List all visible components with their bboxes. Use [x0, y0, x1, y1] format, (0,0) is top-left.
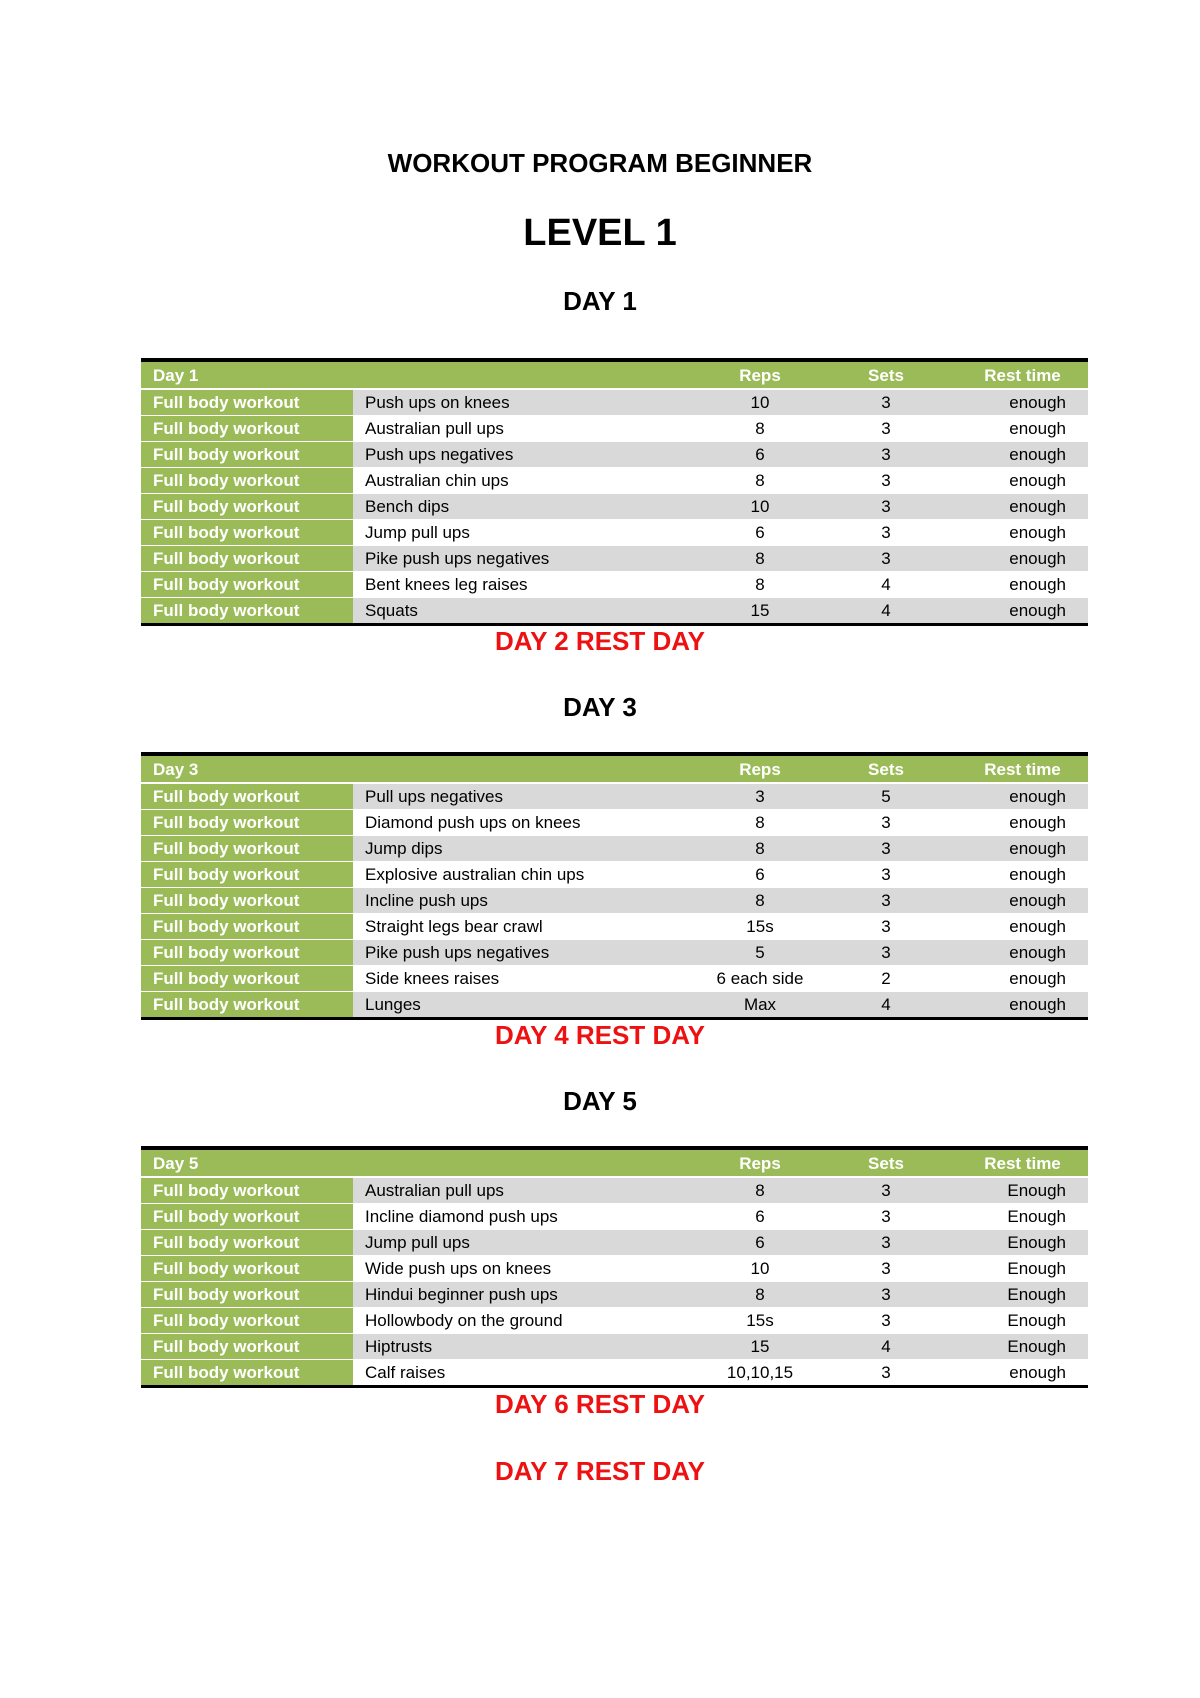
rest-time-cell: enough [957, 862, 1088, 888]
sets-cell: 3 [815, 862, 957, 888]
category-cell: Full body workout [141, 888, 353, 914]
exercise-cell: Wide push ups on knees [353, 1256, 705, 1282]
table-row [141, 468, 1088, 494]
reps-cell: 6 [705, 520, 815, 546]
reps-cell: 8 [705, 546, 815, 572]
reps-cell: 6 [705, 1230, 815, 1256]
header-empty-cell [353, 1148, 705, 1177]
category-cell: Full body workout [141, 1282, 353, 1308]
document-title: WORKOUT PROGRAM BEGINNER [387, 148, 813, 178]
exercise-cell: Lunges [353, 992, 705, 1019]
table-row [141, 810, 1088, 836]
reps-cell: 10 [705, 494, 815, 520]
sets-cell: 3 [815, 888, 957, 914]
rest-time-cell: enough [957, 442, 1088, 468]
sets-cell: 3 [815, 1204, 957, 1230]
rest-time-cell: enough [957, 914, 1088, 940]
exercise-cell: Pull ups negatives [353, 783, 705, 810]
header-reps: Reps [705, 754, 815, 783]
workout-table-day-3 [141, 752, 1088, 1020]
rest-day-label-4: DAY 4 REST DAY [494, 1020, 706, 1050]
category-cell: Full body workout [141, 914, 353, 940]
level-title: LEVEL 1 [523, 212, 677, 254]
workout-table-body [141, 1148, 1088, 1387]
category-cell: Full body workout [141, 783, 353, 810]
rest-time-cell: Enough [957, 1282, 1088, 1308]
sets-cell: 3 [815, 468, 957, 494]
rest-time-cell: enough [957, 520, 1088, 546]
rest-day-label-7: DAY 7 REST DAY [494, 1456, 706, 1486]
sets-cell: 3 [815, 494, 957, 520]
table-header-row [141, 754, 1088, 783]
rest-time-cell: enough [957, 598, 1088, 625]
day-heading-1: DAY 1 [563, 286, 637, 316]
table-row [141, 836, 1088, 862]
table-header-row [141, 360, 1088, 389]
rest-time-cell: enough [957, 389, 1088, 416]
workout-table-body [141, 360, 1088, 625]
category-cell: Full body workout [141, 572, 353, 598]
category-cell: Full body workout [141, 468, 353, 494]
table-row [141, 783, 1088, 810]
category-cell: Full body workout [141, 1204, 353, 1230]
reps-cell: 6 [705, 862, 815, 888]
rest-time-cell: enough [957, 888, 1088, 914]
exercise-cell: Hollowbody on the ground [353, 1308, 705, 1334]
rest-time-cell: enough [957, 966, 1088, 992]
reps-cell: 6 [705, 442, 815, 468]
sets-cell: 3 [815, 1282, 957, 1308]
exercise-cell: Push ups on knees [353, 389, 705, 416]
sets-cell: 3 [815, 442, 957, 468]
reps-cell: 8 [705, 888, 815, 914]
exercise-cell: Jump pull ups [353, 520, 705, 546]
exercise-cell: Hiptrusts [353, 1334, 705, 1360]
table-row [141, 494, 1088, 520]
sets-cell: 3 [815, 520, 957, 546]
sets-cell: 3 [815, 836, 957, 862]
rest-time-cell: enough [957, 783, 1088, 810]
header-day-label: Day 5 [141, 1148, 353, 1177]
reps-cell: 8 [705, 416, 815, 442]
rest-time-cell: enough [957, 940, 1088, 966]
table-row [141, 1177, 1088, 1204]
reps-cell: 15s [705, 914, 815, 940]
reps-cell: 6 [705, 1204, 815, 1230]
table-row [141, 598, 1088, 625]
exercise-cell: Incline diamond push ups [353, 1204, 705, 1230]
sets-cell: 3 [815, 1360, 957, 1387]
sets-cell: 4 [815, 572, 957, 598]
rest-time-cell: enough [957, 494, 1088, 520]
category-cell: Full body workout [141, 442, 353, 468]
reps-cell: 10 [705, 1256, 815, 1282]
header-empty-cell [353, 754, 705, 783]
exercise-cell: Hindui beginner push ups [353, 1282, 705, 1308]
category-cell: Full body workout [141, 546, 353, 572]
table-row [141, 1230, 1088, 1256]
sets-cell: 3 [815, 1177, 957, 1204]
table-row [141, 888, 1088, 914]
header-rest-time: Rest time [957, 1148, 1088, 1177]
table-row [141, 862, 1088, 888]
reps-cell: 8 [705, 1282, 815, 1308]
table-row [141, 520, 1088, 546]
day-heading-3: DAY 3 [563, 692, 637, 722]
table-row [141, 416, 1088, 442]
sets-cell: 2 [815, 966, 957, 992]
exercise-cell: Australian chin ups [353, 468, 705, 494]
reps-cell: 8 [705, 810, 815, 836]
workout-table-body [141, 754, 1088, 1019]
header-day-label: Day 3 [141, 754, 353, 783]
category-cell: Full body workout [141, 862, 353, 888]
sets-cell: 3 [815, 1230, 957, 1256]
header-rest-time: Rest time [957, 754, 1088, 783]
reps-cell: 8 [705, 836, 815, 862]
table-row [141, 1204, 1088, 1230]
category-cell: Full body workout [141, 940, 353, 966]
exercise-cell: Bent knees leg raises [353, 572, 705, 598]
exercise-cell: Bench dips [353, 494, 705, 520]
reps-cell: 3 [705, 783, 815, 810]
sets-cell: 3 [815, 940, 957, 966]
sets-cell: 4 [815, 598, 957, 625]
exercise-cell: Pike push ups negatives [353, 546, 705, 572]
exercise-cell: Squats [353, 598, 705, 625]
rest-time-cell: Enough [957, 1256, 1088, 1282]
table-row [141, 966, 1088, 992]
exercise-cell: Jump pull ups [353, 1230, 705, 1256]
table-row [141, 389, 1088, 416]
rest-time-cell: enough [957, 810, 1088, 836]
sets-cell: 4 [815, 1334, 957, 1360]
exercise-cell: Pike push ups negatives [353, 940, 705, 966]
workout-table-day-5 [141, 1146, 1088, 1388]
category-cell: Full body workout [141, 598, 353, 625]
reps-cell: 8 [705, 1177, 815, 1204]
rest-time-cell: Enough [957, 1204, 1088, 1230]
exercise-cell: Push ups negatives [353, 442, 705, 468]
rest-time-cell: Enough [957, 1334, 1088, 1360]
exercise-cell: Jump dips [353, 836, 705, 862]
header-reps: Reps [705, 1148, 815, 1177]
rest-time-cell: Enough [957, 1308, 1088, 1334]
category-cell: Full body workout [141, 810, 353, 836]
reps-cell: 8 [705, 468, 815, 494]
category-cell: Full body workout [141, 494, 353, 520]
reps-cell: 5 [705, 940, 815, 966]
exercise-cell: Calf raises [353, 1360, 705, 1387]
table-row [141, 572, 1088, 598]
reps-cell: Max [705, 992, 815, 1019]
table-row [141, 1282, 1088, 1308]
sets-cell: 3 [815, 1256, 957, 1282]
category-cell: Full body workout [141, 1308, 353, 1334]
category-cell: Full body workout [141, 1177, 353, 1204]
rest-day-label-6: DAY 6 REST DAY [494, 1389, 706, 1419]
table-row [141, 442, 1088, 468]
category-cell: Full body workout [141, 1256, 353, 1282]
header-reps: Reps [705, 360, 815, 389]
header-rest-time: Rest time [957, 360, 1088, 389]
rest-time-cell: enough [957, 546, 1088, 572]
exercise-cell: Diamond push ups on knees [353, 810, 705, 836]
table-header-row [141, 1148, 1088, 1177]
reps-cell: 15 [705, 1334, 815, 1360]
category-cell: Full body workout [141, 966, 353, 992]
header-sets: Sets [815, 754, 957, 783]
category-cell: Full body workout [141, 1334, 353, 1360]
category-cell: Full body workout [141, 520, 353, 546]
category-cell: Full body workout [141, 389, 353, 416]
table-row [141, 1360, 1088, 1387]
category-cell: Full body workout [141, 836, 353, 862]
header-empty-cell [353, 360, 705, 389]
sets-cell: 3 [815, 389, 957, 416]
category-cell: Full body workout [141, 1230, 353, 1256]
header-day-label: Day 1 [141, 360, 353, 389]
reps-cell: 10 [705, 389, 815, 416]
rest-time-cell: Enough [957, 1230, 1088, 1256]
rest-time-cell: enough [957, 572, 1088, 598]
category-cell: Full body workout [141, 416, 353, 442]
exercise-cell: Explosive australian chin ups [353, 862, 705, 888]
exercise-cell: Straight legs bear crawl [353, 914, 705, 940]
sets-cell: 3 [815, 1308, 957, 1334]
rest-time-cell: enough [957, 992, 1088, 1019]
table-row [141, 1308, 1088, 1334]
sets-cell: 3 [815, 546, 957, 572]
sets-cell: 3 [815, 416, 957, 442]
exercise-cell: Australian pull ups [353, 1177, 705, 1204]
table-row [141, 940, 1088, 966]
sets-cell: 4 [815, 992, 957, 1019]
reps-cell: 8 [705, 572, 815, 598]
reps-cell: 6 each side [705, 966, 815, 992]
rest-time-cell: enough [957, 836, 1088, 862]
reps-cell: 10,10,15 [705, 1360, 815, 1387]
table-row [141, 546, 1088, 572]
category-cell: Full body workout [141, 992, 353, 1019]
sets-cell: 3 [815, 810, 957, 836]
rest-day-label-2: DAY 2 REST DAY [494, 626, 706, 656]
rest-time-cell: Enough [957, 1177, 1088, 1204]
header-sets: Sets [815, 1148, 957, 1177]
sets-cell: 5 [815, 783, 957, 810]
rest-time-cell: enough [957, 468, 1088, 494]
reps-cell: 15 [705, 598, 815, 625]
header-sets: Sets [815, 360, 957, 389]
table-row [141, 992, 1088, 1019]
exercise-cell: Side knees raises [353, 966, 705, 992]
exercise-cell: Incline push ups [353, 888, 705, 914]
day-heading-5: DAY 5 [563, 1086, 637, 1116]
table-row [141, 1334, 1088, 1360]
workout-table-day-1 [141, 358, 1088, 626]
rest-time-cell: enough [957, 1360, 1088, 1387]
table-row [141, 914, 1088, 940]
sets-cell: 3 [815, 914, 957, 940]
table-row [141, 1256, 1088, 1282]
rest-time-cell: enough [957, 416, 1088, 442]
reps-cell: 15s [705, 1308, 815, 1334]
category-cell: Full body workout [141, 1360, 353, 1387]
exercise-cell: Australian pull ups [353, 416, 705, 442]
